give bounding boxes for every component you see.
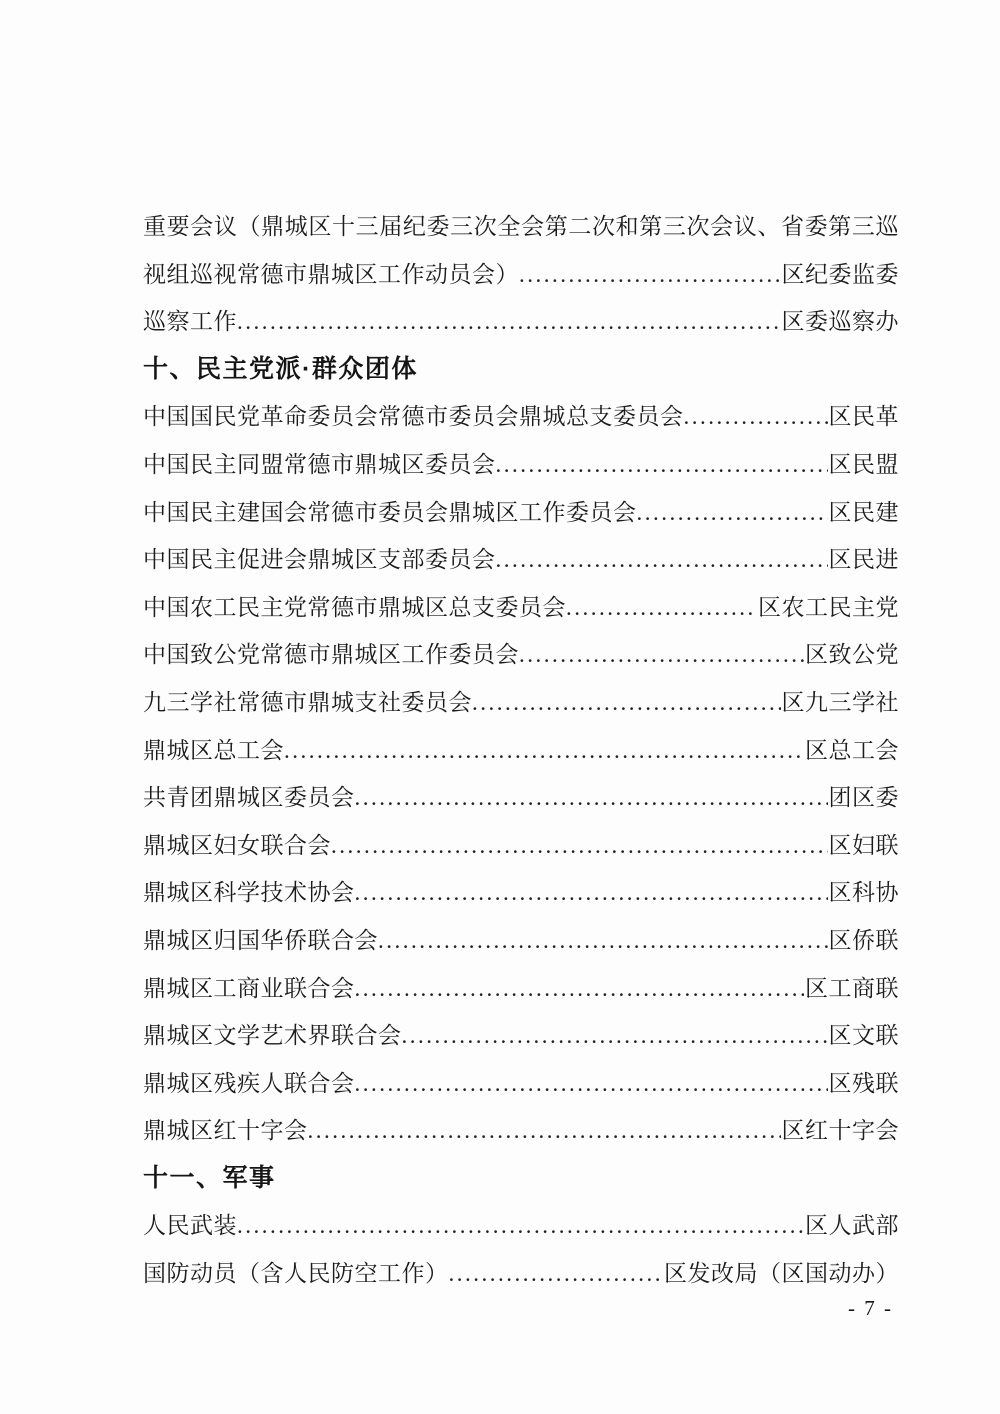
entry-dept: 区妇联 bbox=[828, 832, 899, 858]
dot-leader bbox=[402, 1012, 828, 1060]
dot-leader bbox=[355, 869, 828, 917]
entry-title: 人民武装 bbox=[143, 1213, 237, 1239]
entry-dept: 区文联 bbox=[828, 1023, 899, 1049]
entry-title: 中国民主建国会常德市委员会鼎城区工作委员会 bbox=[143, 499, 637, 525]
entry-dept: 区发改局（区国动办） bbox=[664, 1261, 899, 1287]
entry-title: 鼎城区科学技术协会 bbox=[143, 880, 355, 906]
entry-title: 视组巡视常德市鼎城区工作动员会） bbox=[143, 261, 519, 287]
entry-title: 鼎城区妇女联合会 bbox=[143, 832, 331, 858]
entry-title: 中国农工民主党常德市鼎城区总支委员会 bbox=[143, 594, 566, 620]
entry-dept: 区致公党 bbox=[805, 642, 899, 668]
dot-leader bbox=[519, 251, 781, 299]
entry-dept: 团区委 bbox=[828, 785, 899, 811]
toc-row bbox=[143, 965, 899, 1013]
dot-leader bbox=[378, 917, 828, 965]
entry-title: 鼎城区红十字会 bbox=[143, 1118, 308, 1144]
toc-row bbox=[143, 393, 899, 441]
page-number: - 7 - bbox=[848, 1296, 893, 1320]
entry-dept: 区民建 bbox=[828, 499, 899, 525]
entry-title: 鼎城区文学艺术界联合会 bbox=[143, 1023, 402, 1049]
dot-leader bbox=[566, 584, 757, 632]
section-heading-label: 十一、军事 bbox=[143, 1163, 276, 1192]
toc-row bbox=[143, 298, 899, 346]
dot-leader bbox=[519, 631, 804, 679]
toc-row bbox=[143, 1060, 899, 1108]
toc-row bbox=[143, 679, 899, 727]
entry-title: 鼎城区工商业联合会 bbox=[143, 975, 355, 1001]
toc-entry-continuation-line bbox=[143, 203, 899, 251]
entry-title: 鼎城区总工会 bbox=[143, 737, 284, 763]
toc-row bbox=[143, 631, 899, 679]
dot-leader bbox=[308, 1107, 781, 1155]
entry-title: 重要会议（鼎城区十三届纪委三次全会第二次和第三次会议、省委第三巡 bbox=[143, 214, 899, 239]
entry-dept: 区民进 bbox=[828, 547, 899, 573]
dot-leader bbox=[331, 822, 828, 870]
toc-row bbox=[143, 917, 899, 965]
dot-leader bbox=[355, 774, 828, 822]
entry-dept: 区红十字会 bbox=[781, 1118, 899, 1144]
entry-dept: 区民革 bbox=[828, 404, 899, 430]
dot-leader bbox=[472, 679, 781, 727]
dot-leader bbox=[355, 1060, 828, 1108]
entry-dept: 区民盟 bbox=[828, 451, 899, 477]
toc-row bbox=[143, 251, 899, 299]
dot-leader bbox=[637, 489, 828, 537]
dot-leader bbox=[237, 298, 781, 346]
entry-title: 巡察工作 bbox=[143, 309, 237, 335]
entry-title: 中国国民党革命委员会常德市委员会鼎城总支委员会 bbox=[143, 404, 684, 430]
entry-dept: 区工商联 bbox=[805, 975, 899, 1001]
toc-list bbox=[143, 203, 899, 1298]
section-heading bbox=[143, 1155, 899, 1203]
toc-row bbox=[143, 727, 899, 775]
toc-row bbox=[143, 536, 899, 584]
entry-dept: 区科协 bbox=[828, 880, 899, 906]
entry-dept: 区农工民主党 bbox=[758, 594, 899, 620]
entry-title: 中国民主同盟常德市鼎城区委员会 bbox=[143, 451, 496, 477]
entry-title: 九三学社常德市鼎城支社委员会 bbox=[143, 689, 472, 715]
entry-title: 鼎城区归国华侨联合会 bbox=[143, 927, 378, 953]
toc-row bbox=[143, 1012, 899, 1060]
dot-leader bbox=[284, 727, 804, 775]
entry-dept: 区侨联 bbox=[828, 927, 899, 953]
entry-title: 共青团鼎城区委员会 bbox=[143, 785, 355, 811]
dot-leader bbox=[684, 393, 828, 441]
entry-dept: 区总工会 bbox=[805, 737, 899, 763]
toc-row bbox=[143, 869, 899, 917]
entry-dept: 区委巡察办 bbox=[781, 309, 899, 335]
dot-leader bbox=[449, 1250, 664, 1298]
entry-title: 鼎城区残疾人联合会 bbox=[143, 1070, 355, 1096]
toc-row bbox=[143, 441, 899, 489]
toc-row bbox=[143, 1107, 899, 1155]
toc-row bbox=[143, 822, 899, 870]
dot-leader bbox=[355, 965, 805, 1013]
section-heading bbox=[143, 346, 899, 394]
dot-leader bbox=[496, 441, 828, 489]
toc-row bbox=[143, 1202, 899, 1250]
toc-row bbox=[143, 584, 899, 632]
toc-row bbox=[143, 489, 899, 537]
entry-title: 中国致公党常德市鼎城区工作委员会 bbox=[143, 642, 519, 668]
entry-dept: 区残联 bbox=[828, 1070, 899, 1096]
toc-row bbox=[143, 774, 899, 822]
dot-leader bbox=[237, 1202, 804, 1250]
entry-title: 国防动员（含人民防空工作） bbox=[143, 1261, 449, 1287]
entry-title: 中国民主促进会鼎城区支部委员会 bbox=[143, 547, 496, 573]
section-heading-label: 十、民主党派·群众团体 bbox=[143, 354, 418, 383]
toc-row bbox=[143, 1250, 899, 1298]
entry-dept: 区人武部 bbox=[805, 1213, 899, 1239]
entry-dept: 区纪委监委 bbox=[781, 261, 899, 287]
entry-dept: 区九三学社 bbox=[781, 689, 899, 715]
dot-leader bbox=[496, 536, 828, 584]
